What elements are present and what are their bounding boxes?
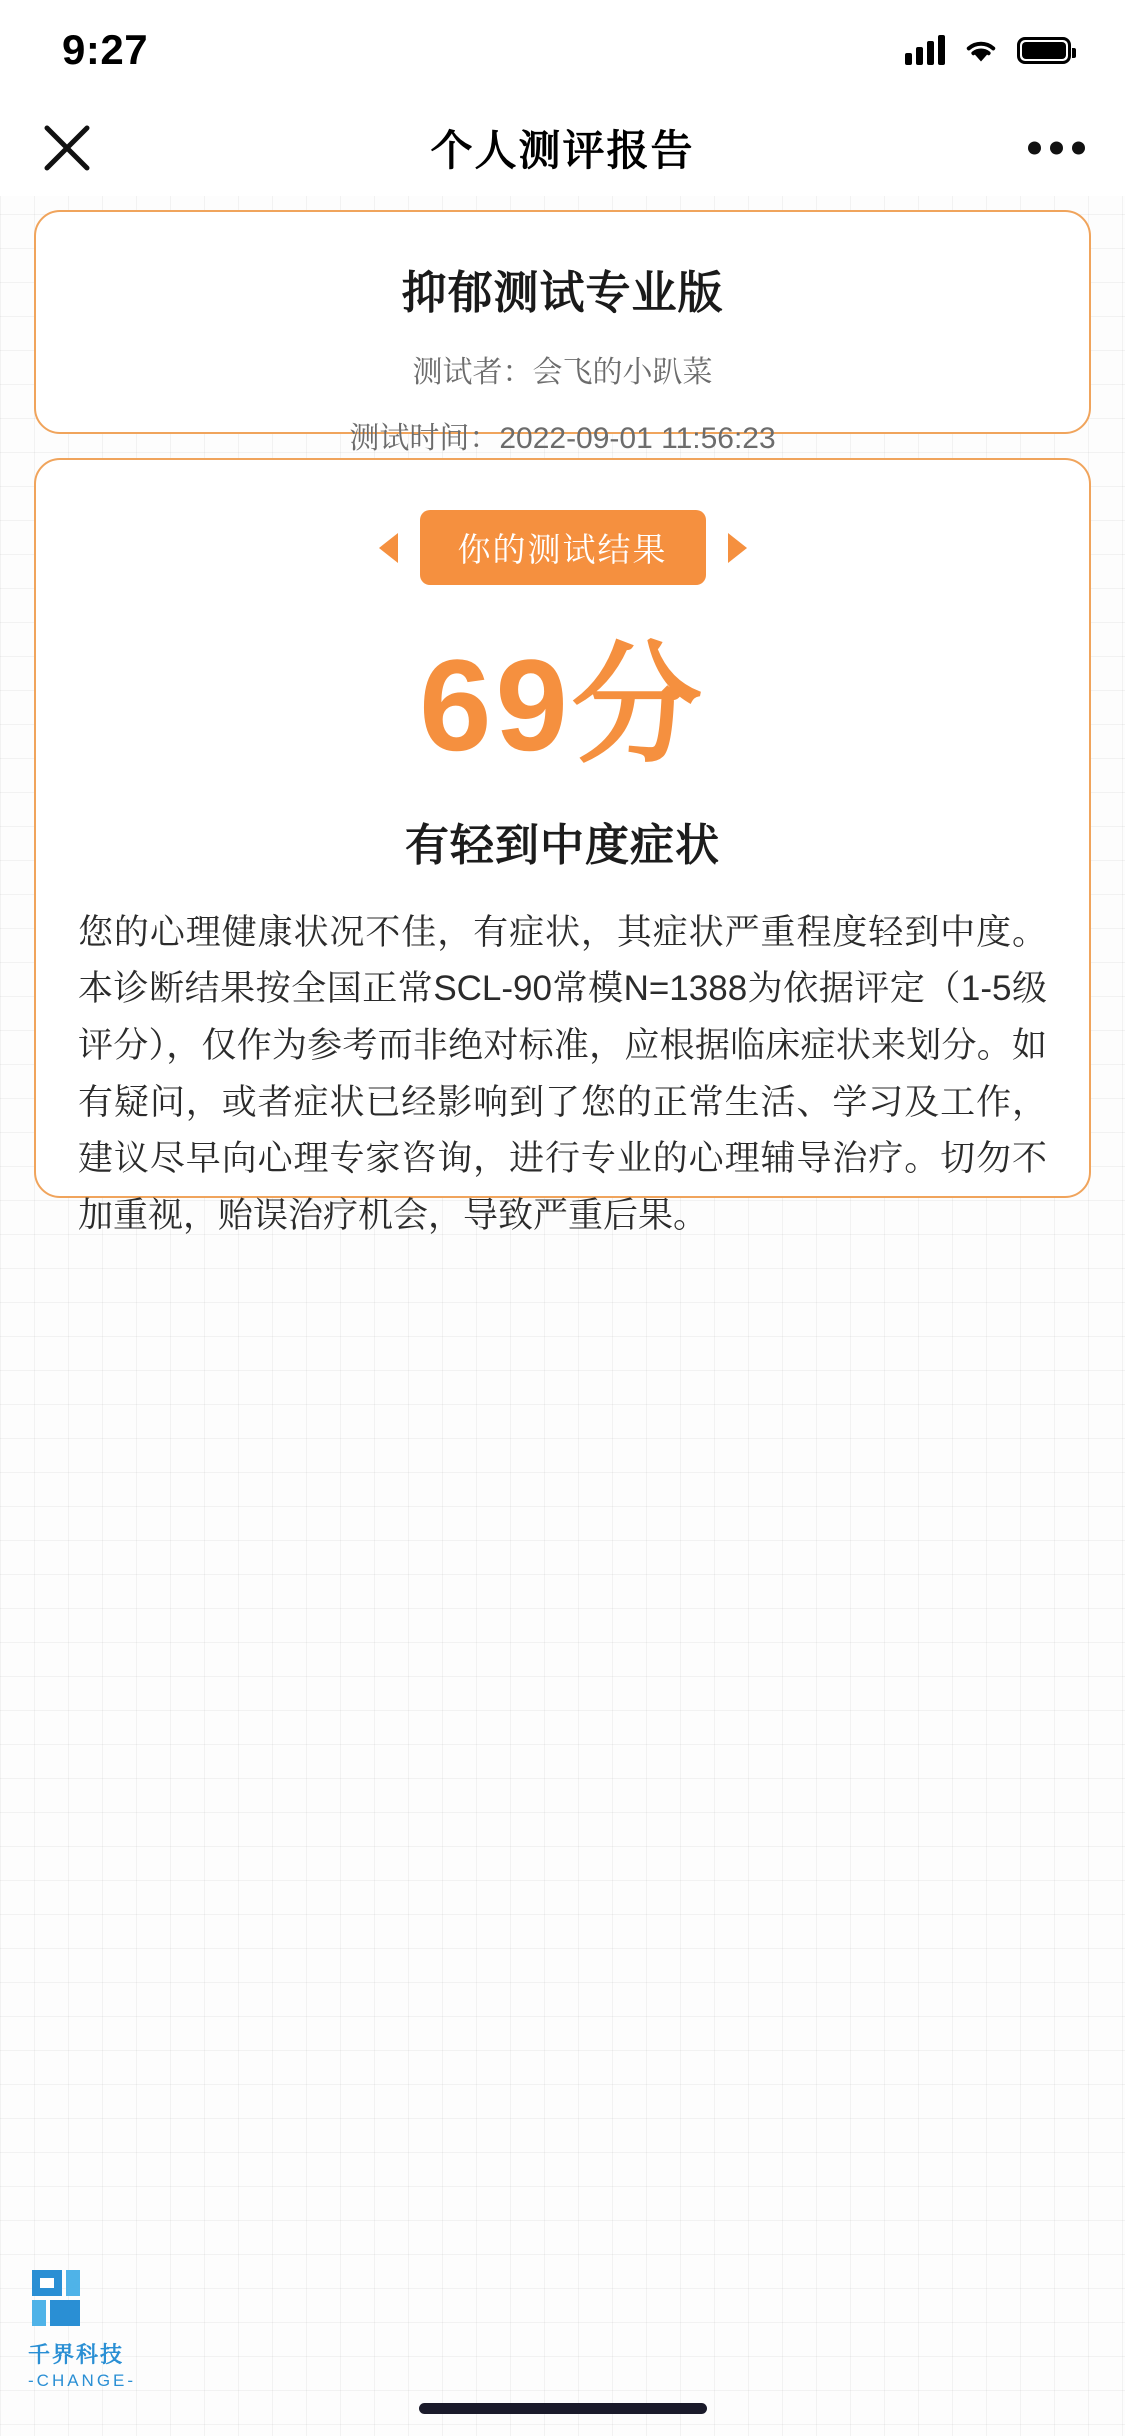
triangle-right-icon — [728, 533, 747, 563]
severity-level: 有轻到中度症状 — [405, 820, 720, 870]
wifi-icon — [962, 36, 1000, 64]
test-time: 测试时间：2022-09-01 11:56:23 — [349, 422, 776, 455]
brand-watermark — [28, 2264, 218, 2390]
result-description: 您的心理健康状况不佳，有症状，其症状严重程度轻到中度。本诊断结果按全国正常SCL-90常模N=1388为依据评定（1-5级评分），仅作为参考而非绝对标准，应根据临床症状来划分。如有疑问，或者症状已经影响到了您的正常生活、学习及工作，建议尽早向心理专家咨询，进行专业的心理辅导治疗。切勿不加重视，贻误治疗机会，导致严重后果。 — [78, 912, 1047, 1235]
status-bar — [0, 0, 1125, 100]
brand-name: 千界科技 — [28, 2342, 125, 2367]
result-banner-label: 你的测试结果 — [420, 510, 706, 585]
test-info-card — [34, 210, 1091, 455]
brand-subtitle: -CHANGE- — [28, 2371, 137, 2390]
report-content — [0, 196, 1125, 2436]
battery-full-icon — [1017, 37, 1071, 64]
test-name: 抑郁测试专业版 — [401, 267, 724, 318]
status-indicators — [905, 35, 1071, 65]
page-title: 个人测评报告 — [430, 127, 695, 174]
score-value: 69分 — [419, 632, 706, 778]
nav-bar — [0, 100, 1125, 196]
triangle-left-icon — [379, 533, 398, 563]
more-options-icon[interactable] — [1028, 142, 1085, 155]
tester-name: 测试者：会飞的小趴菜 — [412, 356, 713, 389]
result-card — [34, 458, 1091, 1235]
cellular-signal-icon — [905, 35, 945, 65]
home-indicator[interactable] — [419, 2403, 707, 2414]
status-time: 9:27 — [62, 26, 149, 73]
result-banner-row — [36, 510, 1089, 585]
brand-logo-icon — [28, 2264, 106, 2334]
close-icon[interactable] — [36, 117, 98, 179]
